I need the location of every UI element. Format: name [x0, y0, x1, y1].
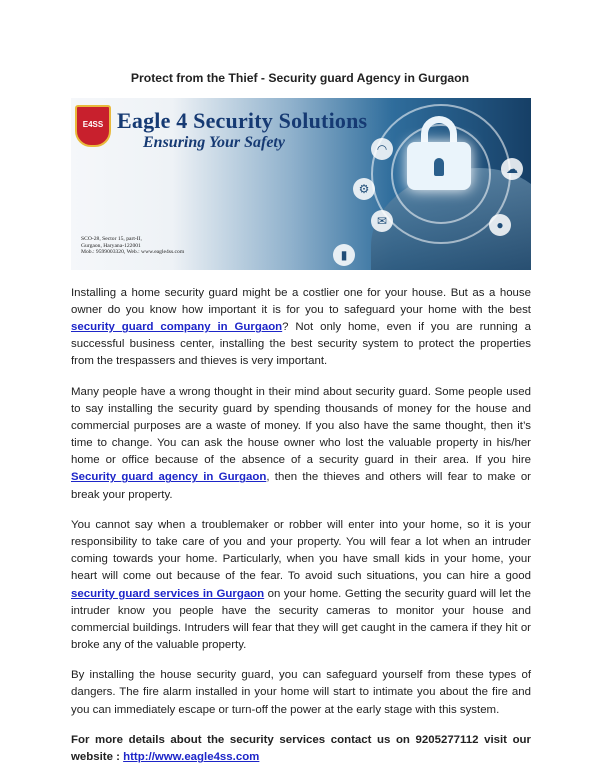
paragraph-text: Installing a home security guard might be a costlier one for your house. But as a house owner do you know how important it is for you to safeguard your home with the best	[71, 287, 531, 317]
chart-icon: ▮	[333, 244, 355, 266]
paragraph-text: , then the thieves and others will fear to make or break your property.	[71, 471, 531, 501]
contact-text: For more details about the security services contact us on 9205277112 visit our website :	[71, 734, 531, 764]
gear-icon: ⚙	[353, 178, 375, 200]
paragraph-text: Many people have a wrong thought in their mind about security guard. Some people used to say installing the security guard by spending thousands of money for the house and commercial purposes are a waste of money. If you also have the same thought, then it’s time to change. You can ask the house owner who lost the valuable property in his/her home or office because of the absence of a security guard in their area. If you hire	[71, 385, 531, 467]
contact-paragraph	[71, 732, 531, 766]
article-body	[71, 285, 531, 780]
address-line: Gurgaon, Haryana-122001	[81, 242, 141, 249]
keyhole-icon	[434, 158, 444, 176]
paragraph-1	[71, 285, 531, 370]
paragraph-text: You cannot say when a troublemaker or robber will enter into your home, so it is your responsibility to take care of you and your property. You will fear a lot when an intruder coming towards your home. Particularly, when you have small kids in your home, your heart will come out because of the fear. To avoid such situations, you can hire a good	[71, 519, 531, 583]
wifi-icon: ◠	[371, 138, 393, 160]
page-title: Protect from the Thief - Security guard Agency in Gurgaon	[130, 71, 470, 85]
company-tagline: Ensuring Your Safety	[143, 134, 285, 151]
address-line: SCO-28, Sector 15, part-II,	[81, 236, 142, 242]
paragraph-2	[71, 384, 531, 504]
security-guard-agency-link[interactable]: Security guard agency in Gurgaon	[71, 471, 267, 484]
banner-image	[71, 98, 531, 270]
company-address	[81, 236, 184, 256]
security-guard-company-link[interactable]: security guard company in Gurgaon	[71, 321, 283, 334]
logo-text: E4SS	[82, 120, 104, 129]
cloud-icon: ☁	[501, 158, 523, 180]
paragraph-3	[71, 517, 531, 654]
company-name: Eagle 4 Security Solutions	[117, 108, 368, 133]
website-link[interactable]: http://www.eagle4ss.com	[123, 751, 260, 764]
paragraph-text: on your home. Getting the security guard will let the intruder know you people have the security cameras to monitor your house and commercial buildings. Intruders will fear that they will get caught in the camera if they hit or broke any of the valuable property.	[71, 587, 531, 651]
security-guard-services-link[interactable]: security guard services in Gurgaon	[71, 587, 265, 600]
user-icon: ●	[489, 214, 511, 236]
company-logo	[75, 105, 111, 147]
paragraph-text: ? Not only home, even if you are running a successful business center, installing the best security system to protect the properties from the trespassers and thieves is very important.	[71, 321, 531, 368]
address-line: Mob.: 9599003320, Web.: www.eagle4ss.com	[81, 249, 185, 256]
email-icon: ✉	[371, 210, 393, 232]
paragraph-4: By installing the house security guard, you can safeguard yourself from these types of dangers. The fire alarm installed in your home will start to intimate you about the fire and you can immediately escape or turn-off the power at the early stage with this system.	[71, 669, 531, 716]
